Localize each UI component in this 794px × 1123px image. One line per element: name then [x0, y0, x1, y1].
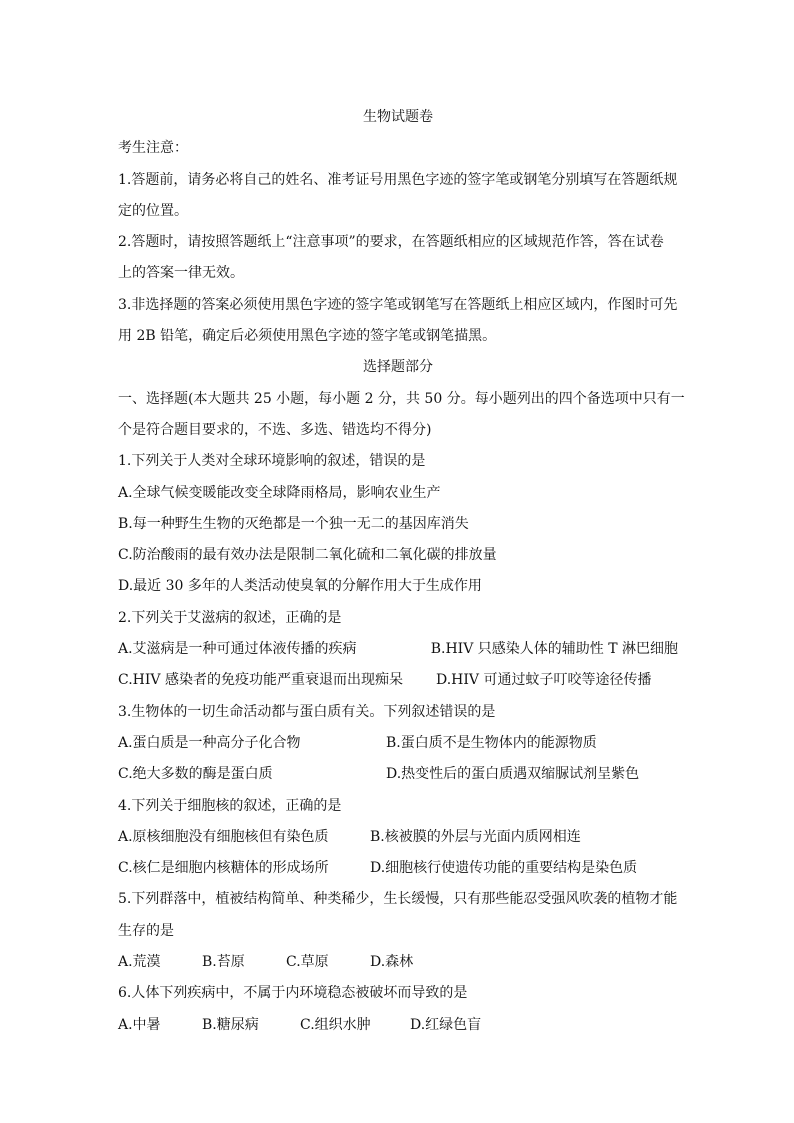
- q6-option-a: A.中暑: [118, 1016, 161, 1033]
- q2-options-row-2: [118, 665, 678, 696]
- exam-page: [118, 102, 685, 1041]
- notice-item-2-line-2: 上的答案一律无效。: [118, 265, 244, 282]
- notice-item-2-line-1: 2.答题时，请按照答题纸上“注意事项”的要求，在答题纸相应的区域规范作答，答在试卷: [118, 234, 664, 251]
- q4-option-b: B.核被膜的外层与光面内质网相连: [370, 828, 581, 845]
- q3-option-c: C.绝大多数的酶是蛋白质: [118, 766, 273, 783]
- notice-item-3-line-2: 用 2B 铅笔，确定后必须使用黑色字迹的签字笔或钢笔描黑。: [118, 328, 497, 345]
- q6-options-row: [118, 1010, 678, 1041]
- q5-option-c: C.草原: [286, 954, 329, 971]
- q2-option-a: A.艾滋病是一种可通过体液传播的疾病: [118, 641, 357, 658]
- notice-item-3-line-1: 3.非选择题的答案必须使用黑色字迹的签字笔或钢笔写在答题纸上相应区域内，作图时可先: [118, 296, 678, 313]
- q5-option-a: A.荒漠: [118, 954, 161, 971]
- q3-stem: 3.生物体的一切生命活动都与蛋白质有关。下列叙述错误的是: [118, 703, 496, 720]
- q2-stem: 2.下列关于艾滋病的叙述，正确的是: [118, 609, 342, 626]
- q6-option-c: C.组织水肿: [300, 1016, 371, 1033]
- section-intro-line-1: 一、选择题(本大题共 25 小题，每小题 2 分，共 50 分。每小题列出的四个备选项中只有一: [118, 390, 685, 407]
- q3-options-row-2: [118, 759, 678, 790]
- q5-option-b: B.苔原: [202, 954, 245, 971]
- q2-option-c: C.HIV 感染者的免疫功能严重衰退而出现痴呆: [118, 672, 403, 689]
- q4-option-c: C.核仁是细胞内核糖体的形成场所: [118, 860, 329, 877]
- q4-options-row-2: [118, 853, 678, 884]
- page-title: 生物试题卷: [363, 109, 433, 125]
- q3-option-b: B.蛋白质不是生物体内的能源物质: [386, 734, 597, 751]
- q1-option-d: D.最近 30 多年的人类活动使臭氧的分解作用大于生成作用: [118, 578, 482, 595]
- q2-options-row-1: [118, 634, 678, 665]
- section-intro-line-2: 个是符合题目要求的，不选、多选、错选均不得分): [118, 421, 432, 438]
- notice-heading: 考生注意：: [118, 140, 188, 157]
- section-title: 选择题部分: [363, 359, 433, 376]
- q2-option-b: B.HIV 只感染人体的辅助性 T 淋巴细胞: [430, 641, 678, 658]
- q3-option-d: D.热变性后的蛋白质遇双缩脲试剂呈紫色: [386, 766, 640, 783]
- q6-stem: 6.人体下列疾病中，不属于内环境稳态被破坏而导致的是: [118, 985, 468, 1002]
- q1-option-c: C.防治酸雨的最有效办法是限制二氧化硫和二氧化碳的排放量: [118, 547, 497, 564]
- q5-stem-line-1: 5.下列群落中，植被结构简单、种类稀少，生长缓慢，只有那些能忍受强风吹袭的植物才能: [118, 891, 678, 908]
- q5-option-d: D.森林: [370, 954, 414, 971]
- q5-stem-line-2: 生存的是: [118, 922, 174, 939]
- q3-option-a: A.蛋白质是一种高分子化合物: [118, 734, 301, 751]
- notice-item-1-line-2: 定的位置。: [118, 202, 188, 219]
- notice-item-1-line-1: 1.答题前，请务必将自己的姓名、准考证号用黑色字迹的签字笔或钢笔分别填写在答题纸规: [118, 171, 678, 188]
- q1-stem: 1.下列关于人类对全球环境影响的叙述，错误的是: [118, 453, 426, 470]
- q1-option-a: A.全球气候变暖能改变全球降雨格局，影响农业生产: [118, 484, 441, 501]
- q2-option-d: D.HIV 可通过蚊子叮咬等途径传播: [436, 672, 652, 689]
- q5-options-row: [118, 947, 678, 978]
- q4-option-a: A.原核细胞没有细胞核但有染色质: [118, 828, 329, 845]
- q4-option-d: D.细胞核行使遗传功能的重要结构是染色质: [370, 860, 638, 877]
- q4-stem: 4.下列关于细胞核的叙述，正确的是: [118, 797, 342, 814]
- q1-option-b: B.每一种野生生物的灭绝都是一个独一无二的基因库消失: [118, 515, 469, 532]
- q6-option-d: D.红绿色盲: [410, 1016, 482, 1033]
- q3-options-row-1: [118, 728, 678, 759]
- q6-option-b: B.糖尿病: [202, 1016, 259, 1033]
- q4-options-row-1: [118, 822, 678, 853]
